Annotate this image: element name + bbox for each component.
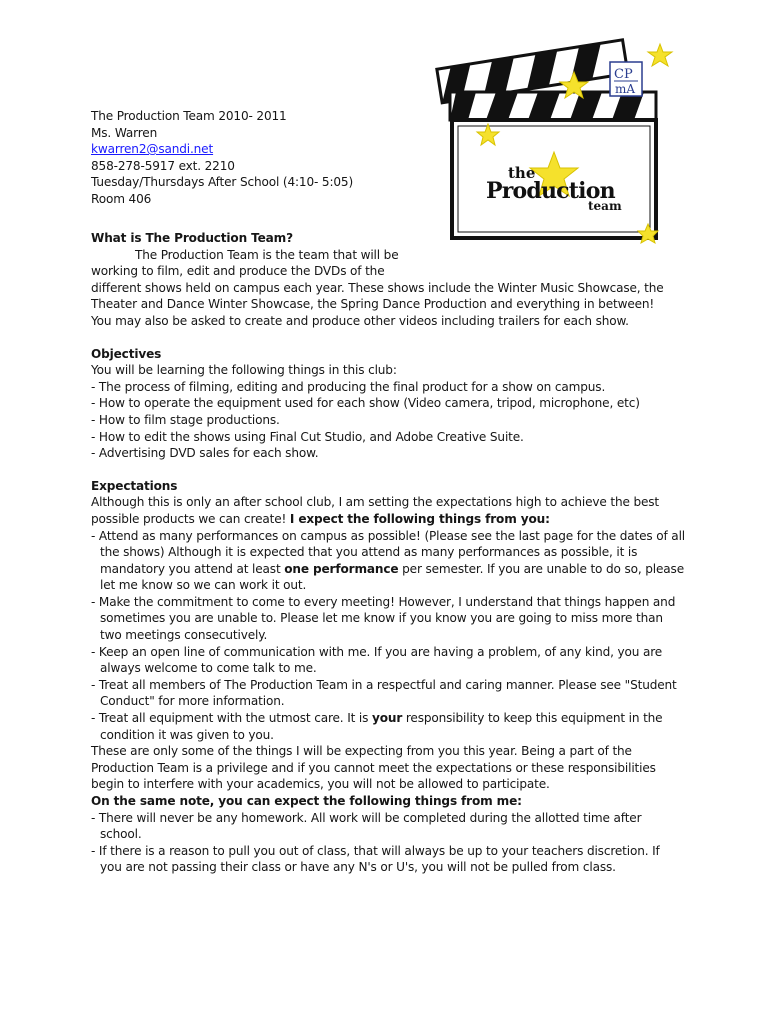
expectation-item-equipment: - Treat all equipment with the utmost care. It is your responsibility to keep this equipment in the condition it was given to you. [91,711,663,742]
expectation-item-communication: - Keep an open line of communication with me. If you are having a problem, of any kind, you are always welcome to come talk to me. [91,644,663,676]
club-title: The Production Team 2010- 2011 [91,109,287,123]
what-line-1: The Production Team is the team that will be [135,247,399,262]
logo-word-team: team [588,199,622,213]
objectives-intro: You will be learning the following things in this club: [91,363,397,378]
expectations-intro-2: possible products we can create! I expect the following things from you: [91,511,550,526]
expectation-item-respect: - Treat all members of The Production Team in a respectful and caring manner. Please see "Student Conduct" for more information. [91,677,677,709]
objective-item: - How to edit the shows using Final Cut Studio, and Adobe Creative Suite. [91,429,524,444]
expectations-heading: Expectations [91,478,178,493]
from-me-heading: On the same note, you can expect the following things from me: [91,794,522,808]
one-performance-bold: one performance [284,561,399,576]
closing-line-3: begin to interfere with your academics, you will not be allowed to participate. [91,777,550,792]
what-line-3: different shows held on campus each year. These shows include the Winter Music Showcase, the [91,280,664,295]
expectations-intro-1: Although this is only an after school club, I am setting the expectations high to achieve the best [91,495,660,510]
badge-bottom-text: mA [615,82,636,96]
closing-line-2: Production Team is a privilege and if you cannot meet the expectations or these responsibilities [91,760,656,775]
what-line-4: Theater and Dance Winter Showcase, the Spring Dance Production and everything in between! [91,297,655,312]
room-number: Room 406 [91,191,152,206]
from-me-item-homework: - There will never be any homework. All work will be completed during the allotted time after school. [91,810,642,842]
phone-number: 858-278-5917 ext. 2210 [91,158,235,173]
what-heading: What is The Production Team? [91,231,293,245]
from-me-item-class: - If there is a reason to pull you out of class, that will always be up to your teachers discretion. If you are not passing their class or have any N's or U's, you will not be pulled from class. [91,843,660,875]
expectation-item-attend: - Attend as many performances on campus as possible! (Please see the last page for the dates of all the shows) Although it is expected that you attend as many performances as possible, it is mandatory you attend at least one performance per semester. If you are unable to do so, please let me know so we can work it out. [91,528,685,593]
objective-item: - How to film stage productions. [91,412,280,427]
expectation-item-meetings: - Make the commitment to come to every meeting! However, I understand that things happen and sometimes you are unable to. Please let me know if you know you are going to miss more than two meetings consecutively. [91,594,676,643]
teacher-name: Ms. Warren [91,125,158,140]
badge-top-text: CP [614,67,633,82]
logo-word-production: Production [486,178,615,204]
what-line-2: working to film, edit and produce the DVDs of the [91,264,385,279]
document-body [91,230,691,876]
objective-item: - Advertising DVD sales for each show. [91,446,319,461]
expectations-intro-bold: I expect the following things from you: [289,511,550,526]
clapperboard-icon [428,34,678,254]
meeting-schedule: Tuesday/Thursdays After School (4:10- 5:05) [91,175,354,190]
objective-item: - How to operate the equipment used for each show (Video camera, tripod, microphone, etc) [91,396,640,411]
production-team-logo [428,34,678,254]
your-bold: your [371,711,403,726]
closing-line-1: These are only some of the things I will be expecting from you this year. Being a part of the [91,744,632,759]
logo-word-the: the [508,164,536,182]
what-line-5: You may also be asked to create and produce other videos including trailers for each show. [91,313,629,328]
objectives-heading: Objectives [91,346,162,361]
email-link[interactable]: kwarren2@sandi.net [91,142,214,157]
objective-item: - The process of filming, editing and producing the final product for a show on campus. [91,379,606,394]
contact-header [91,108,353,208]
